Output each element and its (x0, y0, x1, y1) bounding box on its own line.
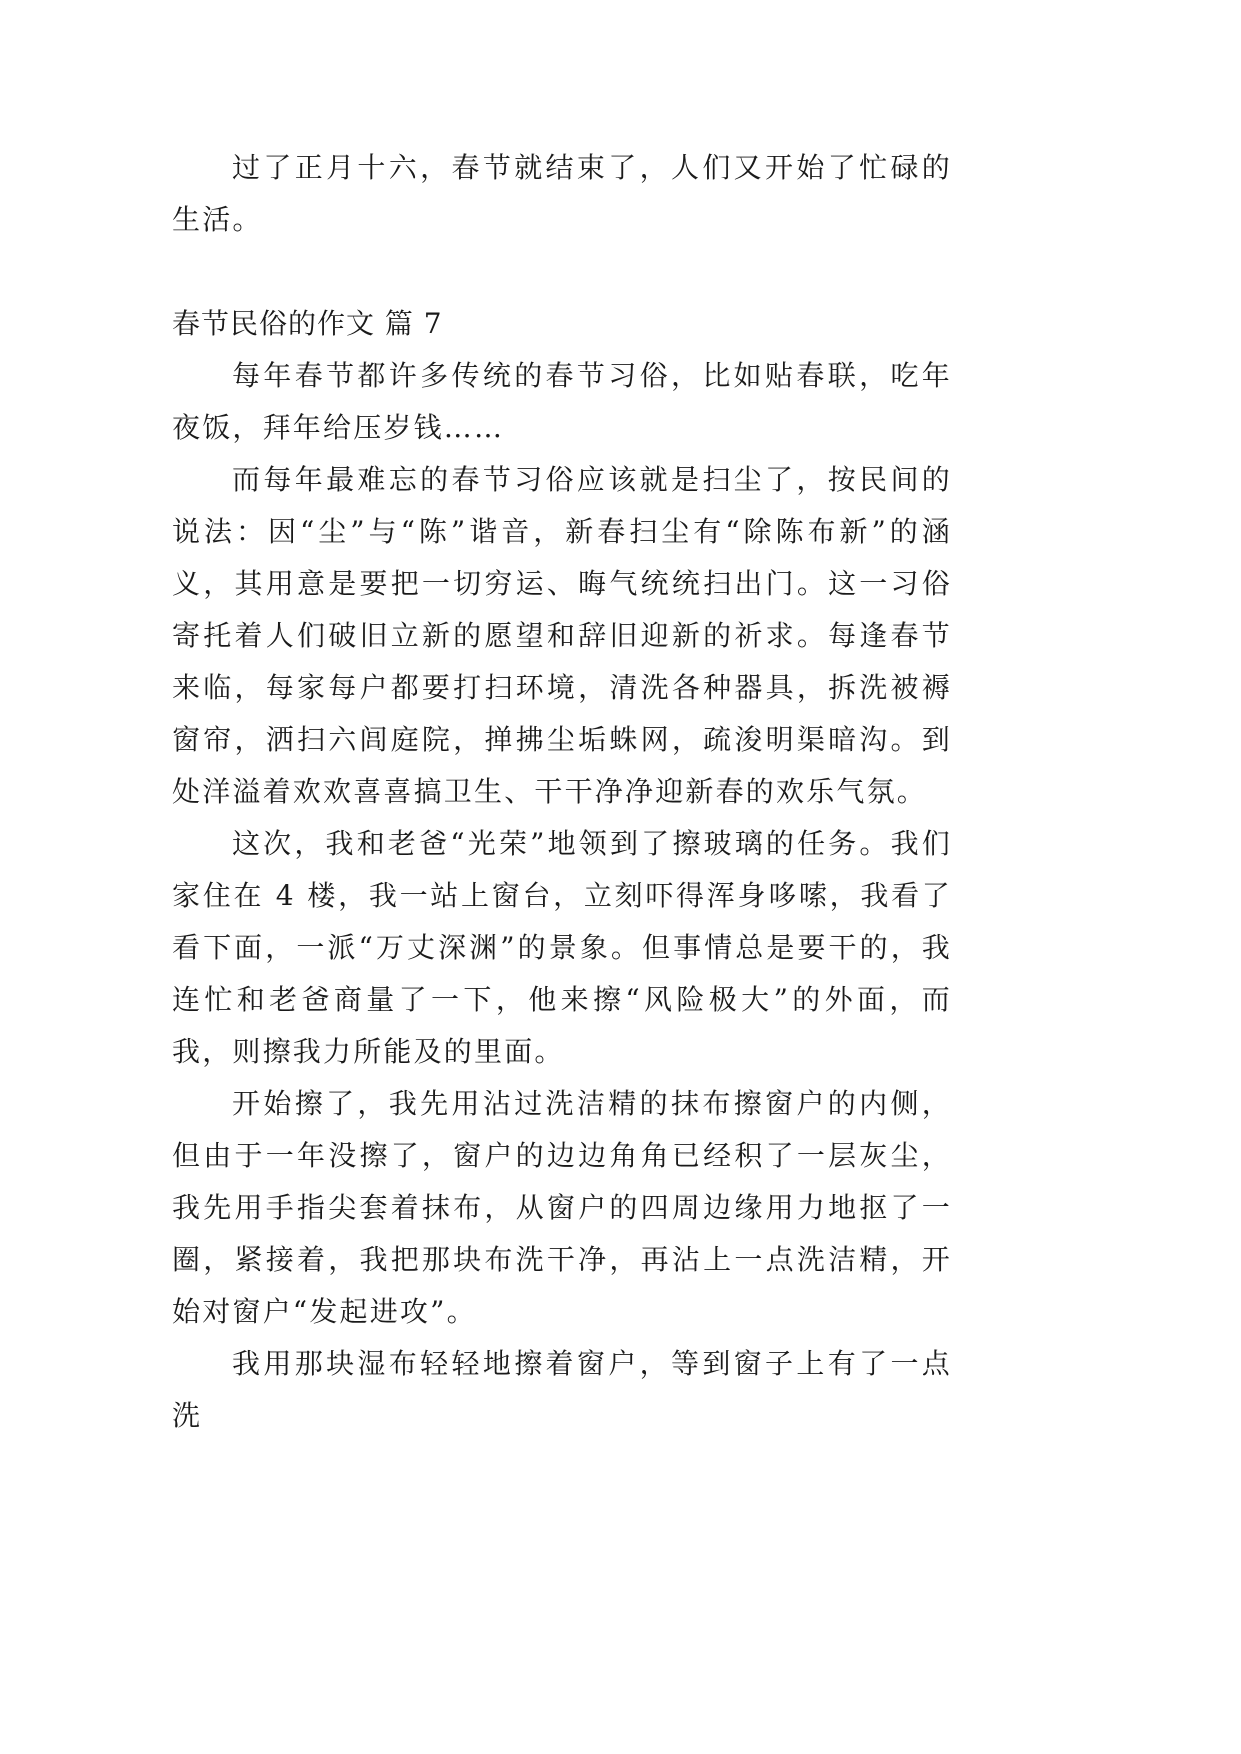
paragraph-sweeping-dust: 而每年最难忘的春节习俗应该就是扫尘了，按民间的说法：因“尘”与“陈”谐音，新春扫尘有“除陈布新”的涵义，其用意是要把一切穷运、晦气统统扫出门。这一习俗寄托着人们破旧立新的愿望和辞旧迎新的祈求。每逢春节来临，每家每户都要打扫环境，清洗各种器具，拆洗被褥窗帘，洒扫六闾庭院，掸拂尘垢蛛网，疏浚明渠暗沟。到处洋溢着欢欢喜喜搞卫生、干干净净迎新春的欢乐气氛。 (172, 463, 952, 808)
paragraph-wiping-window: 我用那块湿布轻轻地擦着窗户，等到窗子上有了一点洗 (172, 1347, 952, 1432)
paragraph-festival-end: 过了正月十六，春节就结束了，人们又开始了忙碌的生活。 (172, 151, 952, 236)
paragraph-window-task: 这次，我和老爸“光荣”地领到了擦玻璃的任务。我们家住在 4 楼，我一站上窗台，立刻吓得浑身哆嗦，我看了看下面，一派“万丈深渊”的景象。但事情总是要干的，我连忙和老爸商量了一下，他来擦“风险极大”的外面，而我，则擦我力所能及的里面。 (172, 827, 952, 1068)
paragraph-start-cleaning: 开始擦了，我先用沾过洗洁精的抹布擦窗户的内侧，但由于一年没擦了，窗户的边边角角已经积了一层灰尘，我先用手指尖套着抹布，从窗户的四周边缘用力地抠了一圈，紧接着，我把那块布洗干净，再沾上一点洗洁精，开始对窗户“发起进攻”。 (172, 1087, 952, 1328)
section-heading: 春节民俗的作文 篇 7 (172, 307, 443, 340)
paragraph-customs-intro: 每年春节都许多传统的春节习俗，比如贴春联，吃年夜饭，拜年给压岁钱…… (172, 359, 952, 444)
